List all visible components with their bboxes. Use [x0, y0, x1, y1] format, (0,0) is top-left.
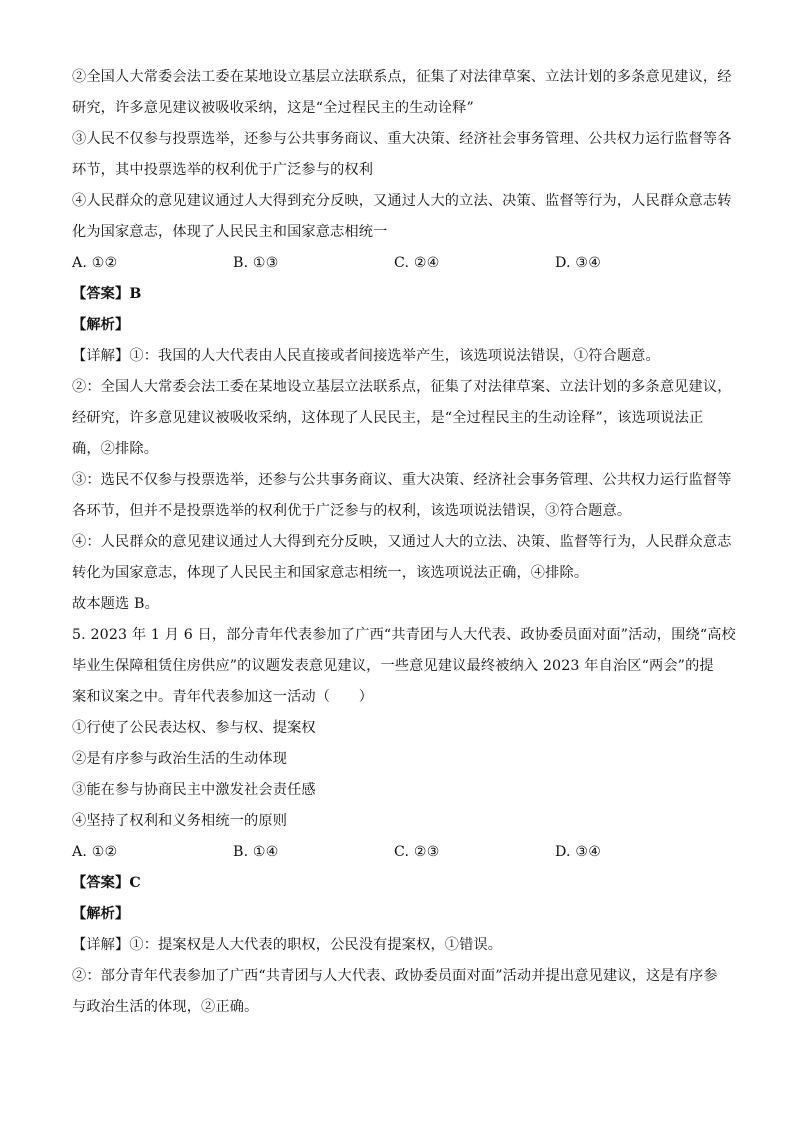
q4-statement-3-line-2: 环节，其中投票选举的权利优于广泛参与的权利	[72, 162, 374, 178]
q4-analysis-label: 【解析】	[72, 317, 130, 333]
q5-statement-3: ③能在参与协商民主中激发社会责任感	[72, 782, 316, 798]
q5-option-b: B. ①④	[233, 844, 279, 860]
q4-statement-4-line-2: 化为国家意志，体现了人民民主和国家意志相统一	[72, 224, 388, 240]
q5-stem-line-1: 5. 2023 年 1 月 6 日，部分青年代表参加了广西“共青团与人大代表、政协委员面对面”活动，围绕“高校	[72, 627, 736, 643]
q5-statement-4: ④坚持了权利和义务相统一的原则	[72, 813, 288, 829]
q5-answer: 【答案】C	[72, 875, 141, 891]
q5-statement-2: ②是有序参与政治生活的生动体现	[72, 751, 288, 767]
q4-option-d: D. ③④	[555, 255, 602, 271]
q4-statement-2-line-1: ②全国人大常委会法工委在某地设立基层立法联系点，征集了对法律草案、立法计划的多条意见建议，经	[72, 69, 732, 85]
q4-detail-1: 【详解】①：我国的人大代表由人民直接或者间接选举产生，该选项说法错误，①符合题意。	[72, 348, 660, 364]
q4-option-b: B. ①③	[233, 255, 279, 271]
q4-statement-2-line-2: 研究，许多意见建议被吸收采纳，这是“全过程民主的生动诠释”	[72, 100, 474, 116]
q4-answer: 【答案】B	[72, 286, 142, 302]
q4-detail-2-line-3: 确，②排除。	[72, 441, 159, 457]
q5-option-c: C. ②③	[394, 844, 440, 860]
q4-statement-3-line-1: ③人民不仅参与投票选举，还参与公共事务商议、重大决策、经济社会事务管理、公共权力运行监督等各	[72, 131, 732, 147]
q5-option-a: A. ①②	[72, 844, 118, 860]
q5-analysis-label: 【解析】	[72, 906, 130, 922]
q5-detail-2-line-1: ②：部分青年代表参加了广西“共青团与人大代表、政协委员面对面”活动并提出意见建议，这是有序参	[72, 968, 718, 984]
q5-detail-1: 【详解】①：提案权是人大代表的职权，公民没有提案权，①错误。	[72, 937, 503, 953]
q4-conclusion: 故本题选 B。	[72, 596, 159, 612]
q4-statement-4-line-1: ④人民群众的意见建议通过人大得到充分反映，又通过人大的立法、决策、监督等行为，人民群众意志转	[72, 193, 732, 209]
q4-option-a: A. ①②	[72, 255, 118, 271]
q4-option-c: C. ②④	[394, 255, 440, 271]
q5-options	[72, 837, 732, 868]
q4-detail-2-line-2: 经研究，许多意见建议被吸收采纳，这体现了人民民主，是“全过程民主的生动诠释”，该选项说法正	[72, 410, 704, 426]
q5-option-d: D. ③④	[555, 844, 602, 860]
q4-detail-2-line-1: ②：全国人大常委会法工委在某地设立基层立法联系点，征集了对法律草案、立法计划的多条意见建议，	[72, 379, 732, 395]
q5-stem-line-2: 毕业生保障租赁住房供应”的议题发表意见建议，一些意见建议最终被纳入 2023 年自治区“两会”的提	[72, 658, 714, 674]
q4-detail-4-line-1: ④：人民群众的意见建议通过人大得到充分反映，又通过人大的立法、决策、监督等行为，人民群众意志	[72, 534, 732, 550]
q4-detail-3-line-2: 各环节，但并不是投票选举的权利优于广泛参与的权利，该选项说法错误，③符合题意。	[72, 503, 632, 519]
q4-detail-3-line-1: ③：选民不仅参与投票选举，还参与公共事务商议、重大决策、经济社会事务管理、公共权力运行监督等	[72, 472, 732, 488]
q4-options	[72, 248, 732, 279]
q5-detail-2-line-2: 与政治生活的体现，②正确。	[72, 999, 259, 1015]
q4-detail-4-line-2: 转化为国家意志，体现了人民民主和国家意志相统一，该选项说法正确，④排除。	[72, 565, 589, 581]
document-page	[72, 62, 736, 1023]
q5-statement-1: ①行使了公民表达权、参与权、提案权	[72, 720, 316, 736]
q5-stem-line-3: 案和议案之中。青年代表参加这一活动（ ）	[72, 689, 374, 705]
